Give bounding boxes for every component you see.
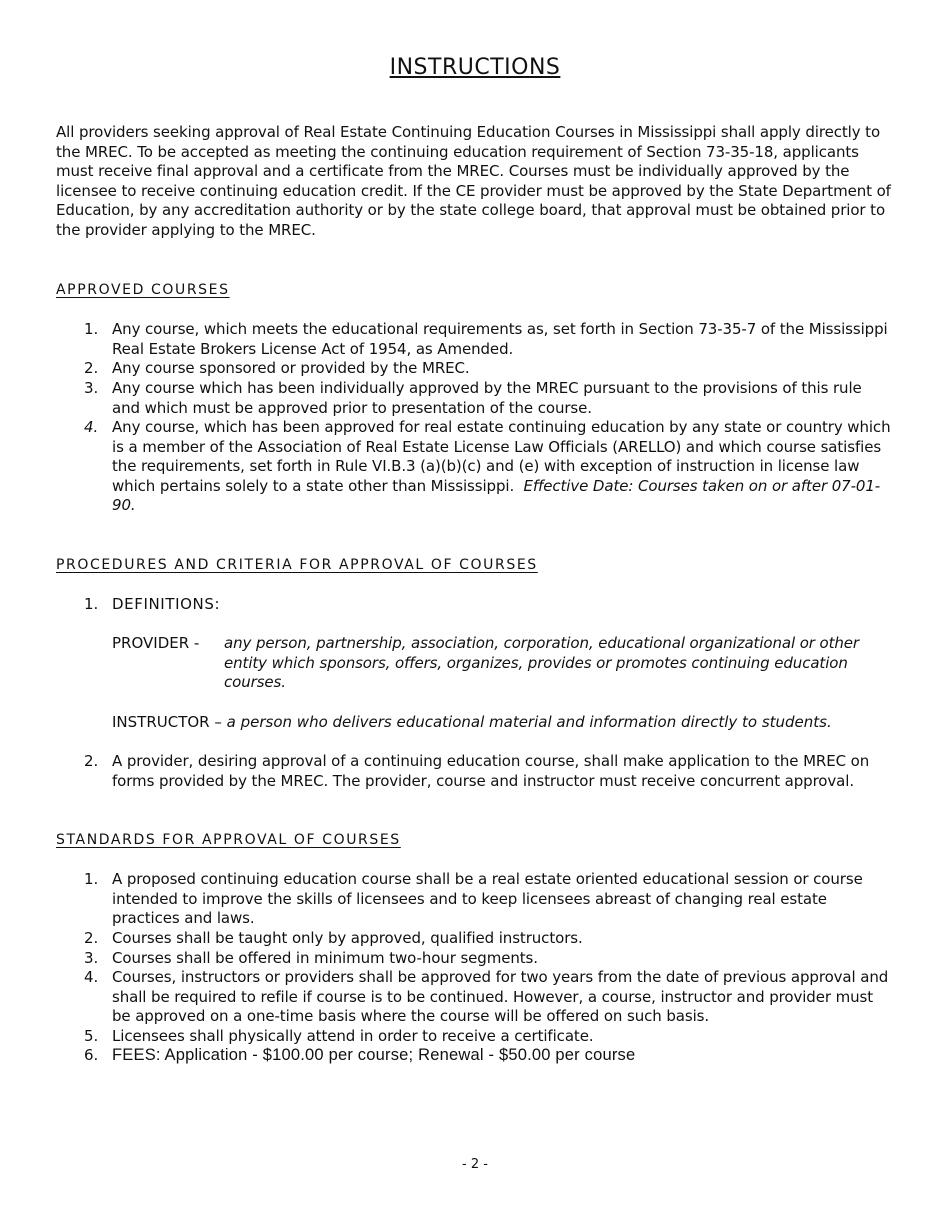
list-number: 1. xyxy=(84,870,99,888)
page-title: INSTRUCTIONS xyxy=(389,55,561,80)
list-text: A proposed continuing education course shall be a real estate oriented educational session or course intended to improve the skills of licensees and to keep licensees abreast of changing real estate practices and laws. xyxy=(112,870,863,928)
list-number: 2. xyxy=(84,752,99,770)
list-text: Any course, which meets the educational requirements as, set forth in Section 73-35-7 of the Mississippi Real Estate Brokers License Act of 1954, as Amended. xyxy=(112,320,888,358)
list-text: Any course sponsored or provided by the MREC. xyxy=(112,359,470,377)
list-number: 3. xyxy=(84,949,99,967)
list-text: DEFINITIONS: xyxy=(112,595,221,613)
standards-item-5 xyxy=(56,1027,894,1047)
list-number: 1. xyxy=(84,320,99,338)
standards-item-4 xyxy=(56,968,894,1027)
list-number: 6. xyxy=(84,1046,99,1064)
list-number: 4. xyxy=(84,418,99,436)
standards-item-6 xyxy=(56,1046,894,1066)
approved-item-3 xyxy=(56,379,894,418)
list-number: 5. xyxy=(84,1027,99,1045)
list-number: 3. xyxy=(84,379,99,397)
list-number: 1. xyxy=(84,595,99,613)
page-number: - 2 - xyxy=(462,1157,488,1172)
list-text: Any course which has been individually approved by the MREC pursuant to the provisions of this rule and which must be approved prior to presentation of the course. xyxy=(112,379,862,417)
definition-label: INSTRUCTOR – xyxy=(112,713,222,731)
standards-item-2 xyxy=(56,929,894,949)
approved-item-4 xyxy=(56,418,894,516)
list-text: Courses shall be taught only by approved, qualified instructors. xyxy=(112,929,583,947)
definition-text: any person, partnership, association, corporation, educational organizational or other entity which sponsors, offers, organizes, provides or promotes continuing education courses. xyxy=(224,634,859,692)
definition-text: a person who delivers educational material and information directly to students. xyxy=(226,713,832,731)
standards-heading: STANDARDS FOR APPROVAL OF COURSES xyxy=(56,832,401,848)
procedures-heading: PROCEDURES AND CRITERIA FOR APPROVAL OF COURSES xyxy=(56,557,538,573)
list-text: A provider, desiring approval of a continuing education course, shall make application to the MREC on forms provided by the MREC. The provider, course and instructor must receive concurrent approval. xyxy=(112,752,870,790)
procedures-item-2 xyxy=(56,752,894,791)
approved-courses-heading: APPROVED COURSES xyxy=(56,282,230,298)
list-text: Courses shall be offered in minimum two-hour segments. xyxy=(112,949,538,967)
list-text: Courses, instructors or providers shall be approved for two years from the date of previous approval and shall be required to refile if course is to be continued. However, a course, instructor and provider must be approved on a one-time basis where the course will be offered on such basis. xyxy=(112,968,889,1026)
instructor-definition xyxy=(112,713,894,733)
list-text-container xyxy=(112,418,894,516)
standards-item-3 xyxy=(56,949,894,969)
procedures-item-1 xyxy=(56,595,894,615)
fees-text: FEES: Application - $100.00 per course; Renewal - $50.00 per course xyxy=(112,1046,636,1064)
list-number: 4. xyxy=(84,968,99,986)
approved-item-1 xyxy=(56,320,894,359)
definition-label: PROVIDER - xyxy=(112,634,200,652)
list-number: 2. xyxy=(84,929,99,947)
intro-paragraph: All providers seeking approval of Real Estate Continuing Education Courses in Mississippi shall apply directly to the MREC. To be accepted as meeting the continuing education requirement of Section 73-35-18, applicants must receive final approval and a certificate from the MREC. Courses must be individually approved by the licensee to receive continuing education credit. If the CE provider must be approved by the State Department of Education, by any accreditation authority or by the state college board, that approval must be obtained prior to the provider applying to the MREC. xyxy=(56,123,891,239)
list-text: Licensees shall physically attend in order to receive a certificate. xyxy=(112,1027,594,1045)
list-text: Any course, which has been approved for real estate continuing education by any state or country which is a member of the Association of Real Estate License Law Officials (ARELLO) and which course satisfies the requirements, set forth in Rule VI.B.3 (a)(b)(c) and (e) with exception of instruction in license law which pertains solely to a state other than Mississippi. xyxy=(112,418,891,495)
provider-definition xyxy=(112,634,894,693)
list-number: 2. xyxy=(84,359,99,377)
approved-item-2 xyxy=(56,359,894,379)
standards-item-1 xyxy=(56,870,894,929)
effective-date-note: Effective Date: Courses taken on or after 07-01-90. xyxy=(112,476,881,515)
